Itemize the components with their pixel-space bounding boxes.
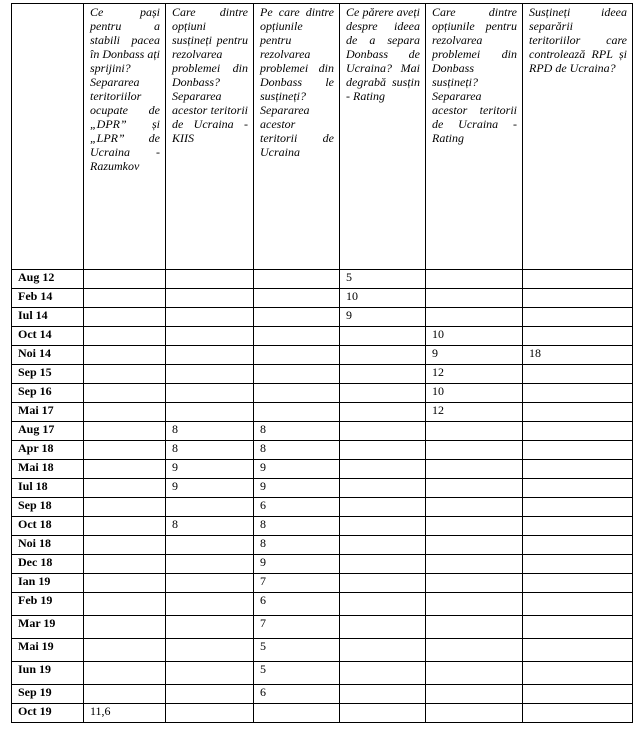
- value-cell: 11,6: [84, 704, 166, 723]
- value-cell: [523, 639, 633, 662]
- table-row: [12, 685, 633, 704]
- value-cell: [340, 574, 426, 593]
- value-cell: 18: [523, 346, 633, 365]
- value-cell: [166, 365, 254, 384]
- header-cell-rating-options: Care dintre opțiunile pentru rezolvarea problemei din Donbass susțineți? Separarea acestor teritorii de Ucraina - Rating: [426, 4, 523, 270]
- value-cell: [523, 403, 633, 422]
- value-cell: [340, 685, 426, 704]
- table-row: [12, 327, 633, 346]
- value-cell: 8: [254, 441, 340, 460]
- date-cell: Oct 14: [12, 327, 84, 346]
- table-row: [12, 403, 633, 422]
- value-cell: 5: [254, 639, 340, 662]
- value-cell: 7: [254, 616, 340, 639]
- value-cell: [84, 536, 166, 555]
- date-cell: Aug 17: [12, 422, 84, 441]
- value-cell: 6: [254, 498, 340, 517]
- value-cell: [340, 479, 426, 498]
- table-row: [12, 517, 633, 536]
- value-cell: [523, 685, 633, 704]
- value-cell: [426, 685, 523, 704]
- value-cell: [84, 441, 166, 460]
- table-row: [12, 460, 633, 479]
- value-cell: [340, 403, 426, 422]
- table-row: [12, 384, 633, 403]
- value-cell: 9: [254, 555, 340, 574]
- value-cell: 9: [426, 346, 523, 365]
- value-cell: [523, 498, 633, 517]
- value-cell: [166, 685, 254, 704]
- value-cell: 10: [340, 289, 426, 308]
- value-cell: [254, 327, 340, 346]
- value-cell: [84, 555, 166, 574]
- value-cell: [84, 346, 166, 365]
- date-cell: Mai 17: [12, 403, 84, 422]
- value-cell: [426, 517, 523, 536]
- table-row: [12, 289, 633, 308]
- value-cell: [426, 479, 523, 498]
- header-row: [12, 4, 633, 270]
- value-cell: [84, 616, 166, 639]
- value-cell: 10: [426, 384, 523, 403]
- table-row: [12, 365, 633, 384]
- value-cell: [84, 517, 166, 536]
- value-cell: [523, 327, 633, 346]
- value-cell: [523, 479, 633, 498]
- value-cell: [523, 536, 633, 555]
- value-cell: [426, 441, 523, 460]
- table-row: [12, 593, 633, 616]
- value-cell: [84, 479, 166, 498]
- value-cell: [426, 460, 523, 479]
- table-row: [12, 704, 633, 723]
- header-cell-razumkov: Ce pași pentru a stabili pacea în Donbass ați sprijini? Separarea teritoriilor ocupate de „DPR” și „LPR” de Ucraina - Razumkov: [84, 4, 166, 270]
- value-cell: [254, 403, 340, 422]
- value-cell: 12: [426, 403, 523, 422]
- value-cell: [166, 308, 254, 327]
- value-cell: 8: [166, 441, 254, 460]
- value-cell: [254, 270, 340, 289]
- value-cell: [254, 346, 340, 365]
- value-cell: [84, 403, 166, 422]
- header-cell-kiis: Care dintre opțiuni susțineți pentru rezolvarea problemei din Donbass? Separarea acestor teritorii de Ucraina - KIIS: [166, 4, 254, 270]
- value-cell: [340, 639, 426, 662]
- value-cell: [426, 308, 523, 327]
- value-cell: 9: [166, 460, 254, 479]
- date-cell: Iul 18: [12, 479, 84, 498]
- value-cell: [84, 685, 166, 704]
- value-cell: [523, 517, 633, 536]
- value-cell: [254, 384, 340, 403]
- date-cell: Feb 14: [12, 289, 84, 308]
- value-cell: [84, 662, 166, 685]
- value-cell: [426, 422, 523, 441]
- table-row: [12, 498, 633, 517]
- date-cell: Iul 14: [12, 308, 84, 327]
- header-cell-corner: [12, 4, 84, 270]
- header-cell-separation: Pe care dintre opțiunile pentru rezolvarea problemei din Donbass le susțineți? Separarea acestor teritorii de Ucraina: [254, 4, 340, 270]
- value-cell: [426, 536, 523, 555]
- value-cell: [84, 498, 166, 517]
- header-cell-rpl-rpd: Susțineți ideea separării teritoriilor care controlează RPL și RPD de Ucraina?: [523, 4, 633, 270]
- value-cell: [523, 662, 633, 685]
- value-cell: [166, 384, 254, 403]
- value-cell: [523, 616, 633, 639]
- value-cell: [84, 574, 166, 593]
- table-row: [12, 616, 633, 639]
- value-cell: [84, 308, 166, 327]
- table-body: [12, 270, 633, 723]
- value-cell: [523, 365, 633, 384]
- value-cell: [523, 289, 633, 308]
- value-cell: [166, 662, 254, 685]
- value-cell: [523, 704, 633, 723]
- value-cell: [166, 639, 254, 662]
- value-cell: 8: [166, 422, 254, 441]
- date-cell: Sep 19: [12, 685, 84, 704]
- date-cell: Iun 19: [12, 662, 84, 685]
- value-cell: [166, 574, 254, 593]
- value-cell: [166, 289, 254, 308]
- value-cell: [84, 593, 166, 616]
- date-cell: Feb 19: [12, 593, 84, 616]
- value-cell: 8: [254, 422, 340, 441]
- poll-table: [11, 3, 633, 723]
- date-cell: Aug 12: [12, 270, 84, 289]
- value-cell: [84, 422, 166, 441]
- value-cell: [523, 270, 633, 289]
- value-cell: [426, 704, 523, 723]
- value-cell: [340, 536, 426, 555]
- value-cell: 9: [166, 479, 254, 498]
- value-cell: [254, 308, 340, 327]
- value-cell: [166, 403, 254, 422]
- value-cell: [84, 639, 166, 662]
- value-cell: [340, 593, 426, 616]
- value-cell: [166, 616, 254, 639]
- date-cell: Mai 18: [12, 460, 84, 479]
- value-cell: [426, 616, 523, 639]
- value-cell: [340, 441, 426, 460]
- date-cell: Apr 18: [12, 441, 84, 460]
- value-cell: 12: [426, 365, 523, 384]
- value-cell: [166, 498, 254, 517]
- value-cell: [523, 422, 633, 441]
- value-cell: [84, 289, 166, 308]
- value-cell: [84, 270, 166, 289]
- value-cell: 6: [254, 685, 340, 704]
- table-row: [12, 422, 633, 441]
- value-cell: 8: [254, 517, 340, 536]
- table-row: [12, 441, 633, 460]
- value-cell: [523, 593, 633, 616]
- value-cell: [340, 346, 426, 365]
- value-cell: [254, 365, 340, 384]
- value-cell: 9: [254, 479, 340, 498]
- value-cell: 5: [340, 270, 426, 289]
- value-cell: [523, 384, 633, 403]
- value-cell: [166, 346, 254, 365]
- value-cell: [340, 616, 426, 639]
- date-cell: Sep 18: [12, 498, 84, 517]
- date-cell: Noi 18: [12, 536, 84, 555]
- value-cell: 9: [340, 308, 426, 327]
- value-cell: [426, 574, 523, 593]
- table-row: [12, 308, 633, 327]
- value-cell: [426, 498, 523, 517]
- value-cell: [426, 289, 523, 308]
- value-cell: [166, 555, 254, 574]
- value-cell: [166, 270, 254, 289]
- value-cell: [340, 460, 426, 479]
- date-cell: Oct 18: [12, 517, 84, 536]
- value-cell: [340, 384, 426, 403]
- value-cell: [340, 498, 426, 517]
- value-cell: [166, 536, 254, 555]
- table-row: [12, 555, 633, 574]
- date-cell: Oct 19: [12, 704, 84, 723]
- date-cell: Mai 19: [12, 639, 84, 662]
- value-cell: 9: [254, 460, 340, 479]
- value-cell: [340, 662, 426, 685]
- value-cell: 8: [254, 536, 340, 555]
- value-cell: [426, 555, 523, 574]
- value-cell: [254, 704, 340, 723]
- date-cell: Mar 19: [12, 616, 84, 639]
- table-row: [12, 536, 633, 555]
- value-cell: [523, 555, 633, 574]
- value-cell: 10: [426, 327, 523, 346]
- value-cell: [426, 593, 523, 616]
- date-cell: Noi 14: [12, 346, 84, 365]
- value-cell: [426, 662, 523, 685]
- table-row: [12, 270, 633, 289]
- value-cell: [340, 422, 426, 441]
- value-cell: [426, 270, 523, 289]
- table-row: [12, 479, 633, 498]
- date-cell: Dec 18: [12, 555, 84, 574]
- date-cell: Sep 16: [12, 384, 84, 403]
- value-cell: [426, 639, 523, 662]
- value-cell: 5: [254, 662, 340, 685]
- value-cell: [523, 308, 633, 327]
- value-cell: [84, 460, 166, 479]
- value-cell: [166, 327, 254, 346]
- value-cell: [166, 704, 254, 723]
- value-cell: [523, 574, 633, 593]
- value-cell: [340, 517, 426, 536]
- value-cell: [523, 441, 633, 460]
- value-cell: 6: [254, 593, 340, 616]
- value-cell: 8: [166, 517, 254, 536]
- value-cell: [84, 384, 166, 403]
- value-cell: [340, 365, 426, 384]
- table-row: [12, 574, 633, 593]
- value-cell: [340, 327, 426, 346]
- value-cell: [166, 593, 254, 616]
- date-cell: Sep 15: [12, 365, 84, 384]
- value-cell: [84, 327, 166, 346]
- poll-table-container: [11, 3, 633, 723]
- value-cell: [84, 365, 166, 384]
- value-cell: 7: [254, 574, 340, 593]
- table-row: [12, 662, 633, 685]
- value-cell: [254, 289, 340, 308]
- value-cell: [340, 704, 426, 723]
- value-cell: [523, 460, 633, 479]
- table-row: [12, 639, 633, 662]
- value-cell: [340, 555, 426, 574]
- table-row: [12, 346, 633, 365]
- date-cell: Ian 19: [12, 574, 84, 593]
- header-cell-rating-opinion: Ce părere aveți despre ideea de a separa Donbass de Ucraina? Mai degrabă susțin - Rating: [340, 4, 426, 270]
